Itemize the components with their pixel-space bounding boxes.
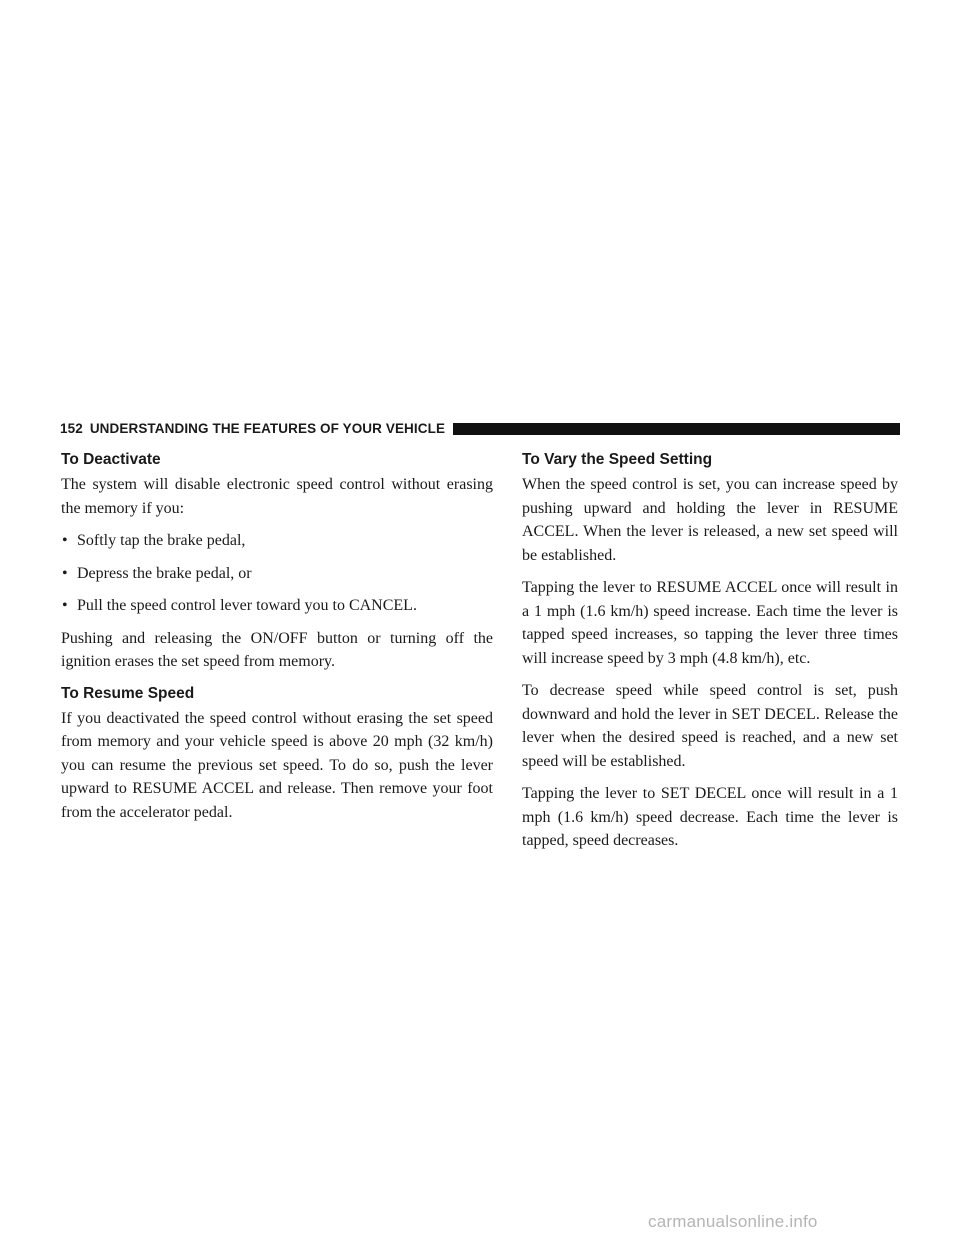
page-header [60,418,900,438]
bullet-item [61,562,493,586]
bullet-icon: • [62,564,68,582]
heading-resume: To Resume Speed [61,684,195,702]
page-number: 152 [60,420,83,436]
deactivate-intro: The system will disable electronic speed control without erasing the memory if you: [61,476,493,517]
section-deactivate [61,449,493,674]
bullet-text: Softly tap the brake pedal, [77,532,246,549]
vary-paragraph: To decrease speed while speed control is set, push downward and hold the lever in SET DECEL. Release the lever when the desired speed is reached, and a new set speed will be established. [522,682,898,770]
chapter-title: UNDERSTANDING THE FEATURES OF YOUR VEHICLE [89,420,446,436]
section-resume [61,683,493,825]
vary-paragraph: Tapping the lever to RESUME ACCEL once will result in a 1 mph (1.6 km/h) speed increase. Each time the lever is tapped speed increases, so tapping the lever three times will increase speed by 3 mph (4.8 km/h), etc. [522,579,898,667]
bullet-item [61,529,493,553]
bullet-text: Depress the brake pedal, or [77,564,252,582]
resume-body: If you deactivated the speed control without erasing the set speed from memory and your vehicle speed is above 20 mph (32 km/h) you can resume the previous set speed. To do so, push the lever upward to RESUME ACCEL and release. Then remove your foot from the accelerator pedal. [61,709,493,821]
deactivate-bullet-list [61,529,493,618]
header-rule-bar [453,423,900,435]
heading-vary-speed: To Vary the Speed Setting [522,451,713,468]
section-vary-speed [522,449,898,853]
right-column [522,449,898,862]
bullet-text: Pull the speed control lever toward you to CANCEL. [77,597,417,614]
vary-paragraph: When the speed control is set, you can increase speed by pushing upward and holding the lever in RESUME ACCEL. When the lever is released, a new set speed will be established. [522,476,898,564]
bullet-item [61,594,493,618]
heading-deactivate: To Deactivate [61,451,161,468]
bullet-icon: • [62,532,68,549]
bullet-icon: • [62,597,68,614]
deactivate-closing: Pushing and releasing the ON/OFF button or turning off the ignition erases the set speed from memory. [61,629,493,670]
vary-paragraph: Tapping the lever to SET DECEL once will result in a 1 mph (1.6 km/h) speed decrease. Each time the lever is tapped, speed decreases. [522,785,898,849]
left-column [61,449,493,833]
watermark-text: carmanualsonline.info [648,1212,818,1231]
